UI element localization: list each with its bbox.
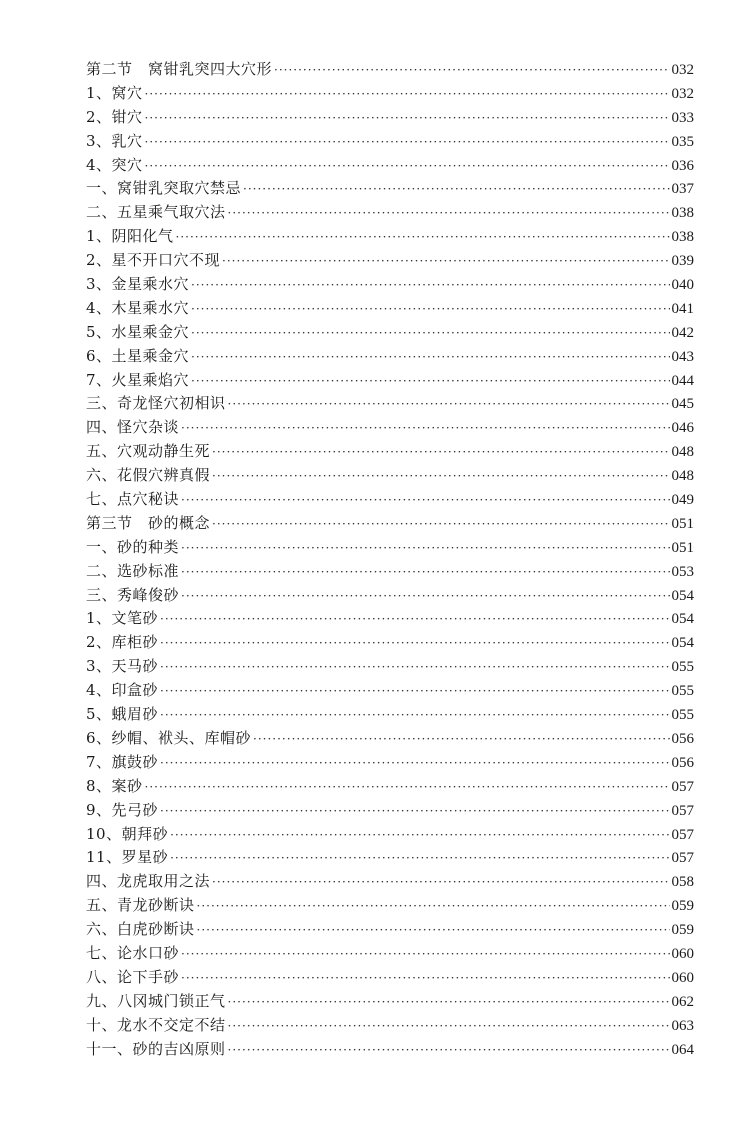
toc-entry-page: 054 <box>671 587 694 604</box>
dot-leader <box>176 226 670 250</box>
toc-entry-page: 059 <box>671 898 694 915</box>
toc-entry-title: 2、星不开口穴不现 <box>86 251 221 270</box>
toc-entry-title: 五、青龙砂断诀 <box>86 896 195 915</box>
toc-entry <box>86 990 694 1014</box>
toc-entry-page: 038 <box>671 229 694 246</box>
toc-entry <box>86 846 694 870</box>
toc-entry-title: 八、论下手砂 <box>86 967 180 986</box>
toc-entry <box>86 1038 694 1062</box>
toc-entry-title: 四、龙虎取用之法 <box>86 872 211 891</box>
toc-entry-page: 053 <box>671 563 694 580</box>
toc-entry-title: 4、突穴 <box>86 155 143 174</box>
toc-entry-page: 054 <box>671 635 694 652</box>
toc-entry <box>86 177 694 201</box>
dot-leader <box>212 465 669 489</box>
toc-entry <box>86 440 694 464</box>
toc-entry <box>86 751 694 775</box>
toc-entry <box>86 321 694 345</box>
toc-entry-title: 3、金星乘水穴 <box>86 275 190 294</box>
toc-entry <box>86 273 694 297</box>
dot-leader <box>145 107 670 131</box>
toc-entry-page: 057 <box>671 850 694 867</box>
toc-entry-title: 9、先弓砂 <box>86 800 159 819</box>
toc-entry <box>86 392 694 416</box>
toc-entry-title: 5、水星乘金穴 <box>86 322 190 341</box>
toc-entry <box>86 894 694 918</box>
toc-entry <box>86 631 694 655</box>
toc-entry <box>86 488 694 512</box>
dot-leader <box>191 322 669 346</box>
toc-entry <box>86 584 694 608</box>
toc-entry-page: 057 <box>671 802 694 819</box>
toc-entry-title: 6、纱帽、袱头、库帽砂 <box>86 728 252 747</box>
dot-leader <box>181 585 669 609</box>
toc-entry <box>86 823 694 847</box>
toc-entry-page: 060 <box>671 945 694 962</box>
toc-entry-page: 051 <box>671 515 694 532</box>
toc-entry-title: 四、怪穴杂谈 <box>86 418 180 437</box>
dot-leader <box>181 489 669 513</box>
toc-entry <box>86 1014 694 1038</box>
toc-entry <box>86 201 694 225</box>
toc-entry-page: 033 <box>671 109 694 126</box>
dot-leader <box>160 752 669 776</box>
toc-entry-title: 2、库柜砂 <box>86 633 159 652</box>
toc-entry <box>86 918 694 942</box>
toc-entry <box>86 655 694 679</box>
toc-entry-title: 七、点穴秘诀 <box>86 490 180 509</box>
toc-entry-page: 056 <box>671 754 694 771</box>
toc-entry-page: 058 <box>671 874 694 891</box>
toc-entry <box>86 345 694 369</box>
toc-entry-title: 三、秀峰俊砂 <box>86 585 180 604</box>
toc-entry-title: 4、印盒砂 <box>86 681 159 700</box>
dot-leader <box>228 991 670 1015</box>
toc-entry <box>86 464 694 488</box>
toc-entry-title: 2、钳穴 <box>86 107 143 126</box>
toc-entry-page: 039 <box>671 253 694 270</box>
toc-entry-title: 6、土星乘金穴 <box>86 346 190 365</box>
toc-entry-title: 1、窝穴 <box>86 83 143 102</box>
toc-entry-title: 5、蛾眉砂 <box>86 705 159 724</box>
toc-entry-title: 一、砂的种类 <box>86 537 180 556</box>
toc-entry-title: 十一、砂的吉凶原则 <box>86 1039 226 1058</box>
toc-entry <box>86 966 694 990</box>
toc-entry <box>86 607 694 631</box>
dot-leader <box>145 131 670 155</box>
toc-entry-title: 7、旗鼓砂 <box>86 752 159 771</box>
toc-entry-title: 3、天马砂 <box>86 657 159 676</box>
toc-entry-page: 049 <box>671 492 694 509</box>
dot-leader <box>145 776 670 800</box>
toc-entry-title: 九、八冈城门锁正气 <box>86 991 226 1010</box>
dot-leader <box>228 393 670 417</box>
dot-leader <box>181 537 669 561</box>
toc-entry-title: 二、五星乘气取穴法 <box>86 203 226 222</box>
dot-leader <box>191 274 669 298</box>
toc-entry-page: 055 <box>671 659 694 676</box>
dot-leader <box>160 800 669 824</box>
dot-leader <box>160 680 669 704</box>
toc-entry <box>86 249 694 273</box>
toc-entry-title: 4、木星乘水穴 <box>86 298 190 317</box>
toc-entry-page: 059 <box>671 922 694 939</box>
toc-entry-page: 062 <box>671 993 694 1010</box>
dot-leader <box>253 728 669 752</box>
dot-leader <box>197 895 670 919</box>
toc-entry-title: 10、朝拜砂 <box>86 824 169 843</box>
dot-leader <box>170 847 669 871</box>
toc-entry <box>86 130 694 154</box>
dot-leader <box>197 919 670 943</box>
toc-entry-title: 第三节 砂的概念 <box>86 513 211 532</box>
toc-entry-page: 036 <box>671 157 694 174</box>
toc-entry-page: 055 <box>671 707 694 724</box>
toc-entry <box>86 82 694 106</box>
toc-entry-title: 一、窝钳乳突取穴禁忌 <box>86 179 242 198</box>
dot-leader <box>181 561 669 585</box>
toc-entry-page: 038 <box>671 205 694 222</box>
toc-entry-title: 1、阴阳化气 <box>86 227 174 246</box>
dot-leader <box>145 83 670 107</box>
dot-leader <box>181 967 669 991</box>
toc-entry-title: 五、穴观动静生死 <box>86 442 211 461</box>
toc-entry-title: 8、案砂 <box>86 776 143 795</box>
toc-entry <box>86 775 694 799</box>
toc-entry-page: 063 <box>671 1017 694 1034</box>
toc-entry-title: 3、乳穴 <box>86 131 143 150</box>
toc-entry-page: 055 <box>671 683 694 700</box>
toc-entry-page: 054 <box>671 611 694 628</box>
toc-entry-page: 044 <box>671 372 694 389</box>
toc-entry <box>86 679 694 703</box>
toc-entry-page: 032 <box>671 62 694 78</box>
toc-entry-page: 048 <box>671 468 694 485</box>
dot-leader <box>228 1015 670 1039</box>
toc-entry <box>86 536 694 560</box>
toc-entry <box>86 416 694 440</box>
toc-entry <box>86 58 694 82</box>
dot-leader <box>191 298 669 322</box>
dot-leader <box>160 656 669 680</box>
toc-entry-title: 六、花假穴辨真假 <box>86 466 211 485</box>
toc-entry-page: 035 <box>671 133 694 150</box>
toc-entry-page: 056 <box>671 730 694 747</box>
toc-entry-title: 三、奇龙怪穴初相识 <box>86 394 226 413</box>
toc-entry-page: 057 <box>671 778 694 795</box>
toc-entry <box>86 106 694 130</box>
toc-entry-title: 11、罗星砂 <box>86 848 169 867</box>
toc-entry <box>86 703 694 727</box>
dot-leader <box>212 441 669 465</box>
toc-entry-page: 042 <box>671 324 694 341</box>
toc-entry <box>86 512 694 536</box>
toc-entry-page: 045 <box>671 396 694 413</box>
toc-entry-page: 040 <box>671 277 694 294</box>
toc-entry <box>86 942 694 966</box>
dot-leader <box>228 1039 670 1063</box>
toc-entry-page: 046 <box>671 420 694 437</box>
toc-entry-page: 032 <box>671 85 694 102</box>
dot-leader <box>228 202 670 226</box>
toc-entry-page: 051 <box>671 539 694 556</box>
toc-entry-page: 064 <box>671 1041 694 1058</box>
toc-entry-page: 043 <box>671 348 694 365</box>
toc-entry <box>86 870 694 894</box>
toc-entry-page: 057 <box>671 826 694 843</box>
toc-entry-page: 037 <box>671 181 694 198</box>
toc-entry-title: 二、选砂标准 <box>86 561 180 580</box>
toc-entry <box>86 225 694 249</box>
dot-leader <box>160 704 669 728</box>
dot-leader <box>170 824 669 848</box>
toc-entry-title: 1、文笔砂 <box>86 609 159 628</box>
dot-leader <box>145 155 670 179</box>
toc-entry-title: 7、火星乘焰穴 <box>86 370 190 389</box>
dot-leader <box>191 370 669 394</box>
toc-entry <box>86 799 694 823</box>
toc-entry-title: 七、论水口砂 <box>86 943 180 962</box>
toc-entry-title: 十、龙水不交定不结 <box>86 1015 226 1034</box>
toc-entry <box>86 369 694 393</box>
toc-entry-title: 第二节 窝钳乳突四大穴形 <box>86 60 273 78</box>
dot-leader <box>274 59 669 83</box>
dot-leader <box>181 943 669 967</box>
dot-leader <box>222 250 669 274</box>
toc-entry-page: 048 <box>671 444 694 461</box>
dot-leader <box>160 632 669 656</box>
dot-leader <box>212 871 669 895</box>
dot-leader <box>160 608 669 632</box>
table-of-contents <box>86 58 694 1061</box>
toc-entry-page: 041 <box>671 300 694 317</box>
dot-leader <box>243 178 669 202</box>
dot-leader <box>191 346 669 370</box>
dot-leader <box>212 513 669 537</box>
toc-entry-page: 060 <box>671 969 694 986</box>
toc-entry <box>86 297 694 321</box>
dot-leader <box>181 417 669 441</box>
toc-entry <box>86 727 694 751</box>
toc-entry <box>86 560 694 584</box>
toc-entry-title: 六、白虎砂断诀 <box>86 920 195 939</box>
toc-entry <box>86 154 694 178</box>
